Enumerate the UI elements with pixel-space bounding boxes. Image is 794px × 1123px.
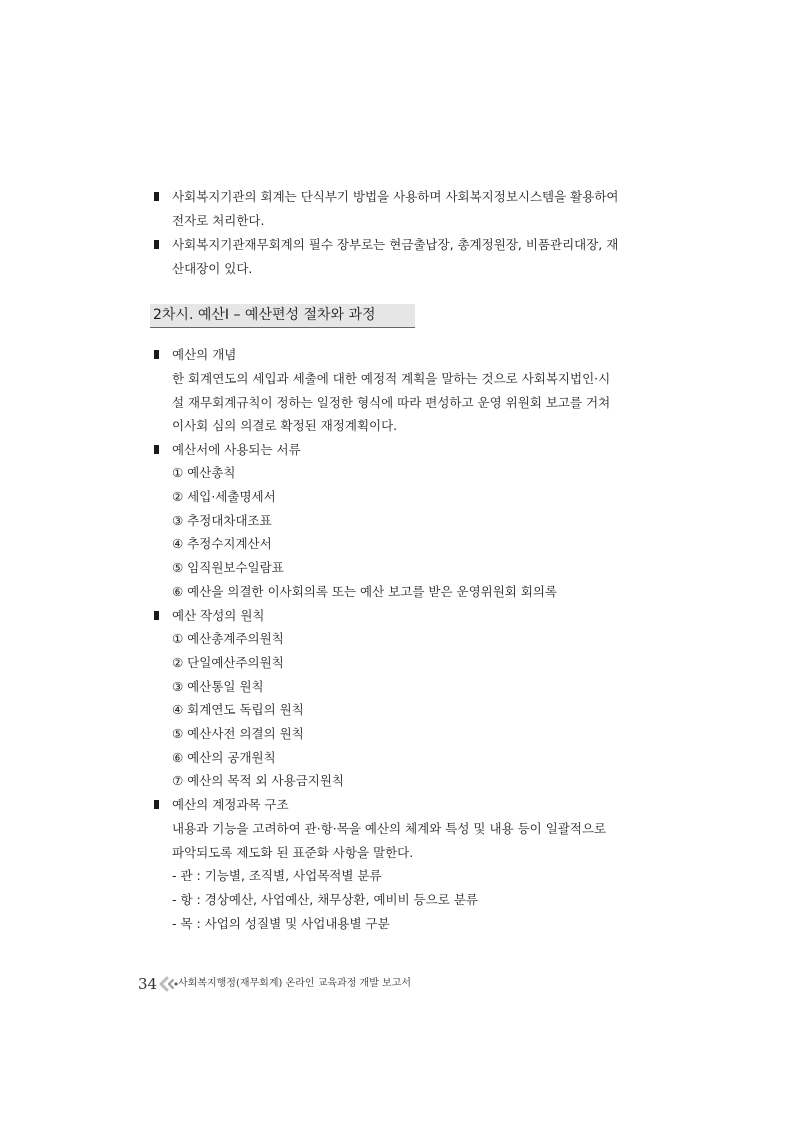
- documents-item: ④ 추정수지계산서: [172, 536, 272, 551]
- page-number: 34: [138, 975, 158, 993]
- documents-title: 예산서에 사용되는 서류: [172, 442, 301, 457]
- concept-line-2: 설 재무회계규칙이 정하는 일정한 형식에 따라 편성하고 운영 위원회 보고를 거쳐: [172, 395, 611, 410]
- bullet-icon: [154, 192, 159, 201]
- principles-item: ⑤ 예산사전 의결의 원칙: [172, 726, 304, 741]
- concept-title: 예산의 개념: [172, 347, 237, 362]
- intro-bullet-1-line-2: 전자로 처리한다.: [172, 213, 265, 228]
- documents-item: ③ 추정대차대조표: [172, 513, 272, 528]
- bullet-icon: [154, 611, 159, 620]
- accounts-line-2: 파악되도록 제도화 된 표준화 사항을 말한다.: [172, 845, 414, 860]
- intro-bullet-2-line-1: 사회복지기관재무회계의 필수 장부로는 현금출납장, 총계정원장, 비품관리대장, 재: [172, 237, 619, 252]
- footer-title: 사회복지행정(재무회계) 온라인 교육과정 개발 보고서: [178, 978, 412, 989]
- principles-title: 예산 작성의 원칙: [172, 608, 265, 623]
- principles-item: ① 예산총계주의원칙: [172, 631, 284, 646]
- intro-bullet-1-line-1: 사회복지기관의 회계는 단식부기 방법을 사용하며 사회복지정보시스템을 활용하여: [172, 189, 619, 204]
- bullet-icon: [154, 350, 159, 359]
- documents-item: ⑥ 예산을 의결한 이사회의록 또는 예산 보고를 받은 운영위원회 회의록: [172, 584, 558, 599]
- accounts-item: - 관 : 기능별, 조직별, 사업목적별 분류: [172, 868, 382, 883]
- principles-item: ④ 회계연도 독립의 원칙: [172, 702, 304, 717]
- concept-line-1: 한 회계연도의 세입과 세출에 대한 예정적 계획을 말하는 것으로 사회복지법인·시: [172, 371, 611, 386]
- double-chevron-icon: [158, 976, 178, 992]
- principles-item: ③ 예산통일 원칙: [172, 679, 264, 694]
- bullet-icon: [154, 445, 159, 454]
- intro-bullet-2-line-2: 산대장이 있다.: [172, 261, 253, 276]
- documents-item: ① 예산총칙: [172, 465, 236, 480]
- concept-line-3: 이사회 심의 의결로 확정된 재정계획이다.: [172, 418, 398, 433]
- bullet-icon: [154, 240, 159, 249]
- principles-item: ⑥ 예산의 공개원칙: [172, 750, 276, 765]
- principles-item: ⑦ 예산의 목적 외 사용금지원칙: [172, 773, 345, 788]
- documents-item: ② 세입·세출명세서: [172, 489, 276, 504]
- principles-item: ② 단일예산주의원칙: [172, 655, 284, 670]
- documents-item: ⑤ 임직원보수일람표: [172, 560, 284, 575]
- bullet-icon: [154, 800, 159, 809]
- accounts-item: - 목 : 사업의 성질별 및 사업내용별 구분: [172, 916, 390, 931]
- accounts-line-1: 내용과 기능을 고려하여 관·항·목을 예산의 체계와 특성 및 내용 등이 일괄적으로: [172, 821, 607, 836]
- accounts-item: - 항 : 경상예산, 사업예산, 채무상환, 예비비 등으로 분류: [172, 892, 479, 907]
- accounts-title: 예산의 계정과목 구조: [172, 797, 289, 812]
- section-heading: 2차시. 예산Ⅰ – 예산편성 절차와 과정: [153, 307, 376, 323]
